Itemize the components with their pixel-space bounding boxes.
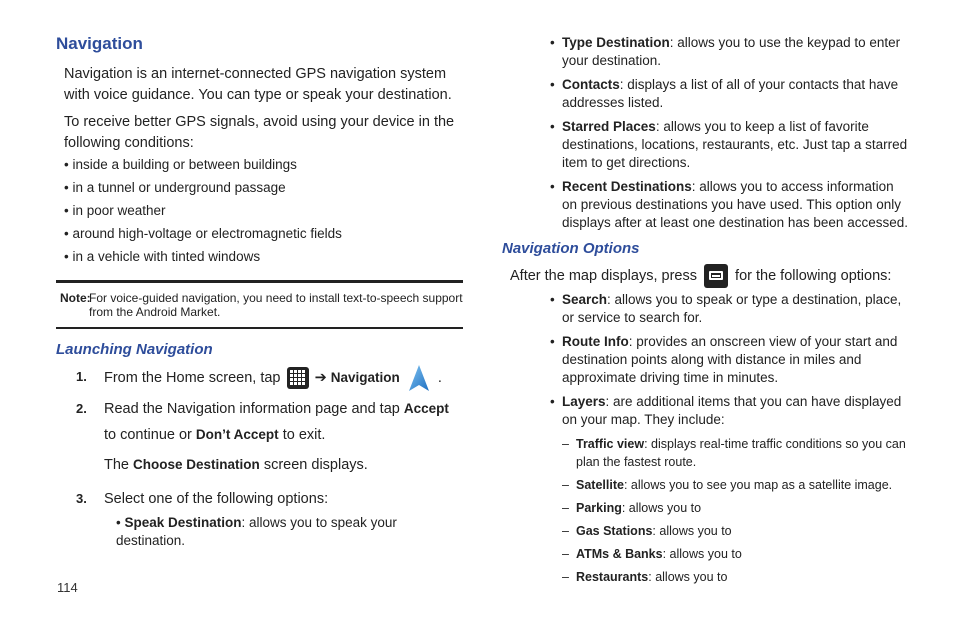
bullet: •: [116, 515, 121, 530]
option-desc: : provides an onscreen view of your start and destination points along with distance in miles and approximate driving time in minutes.: [562, 334, 898, 385]
dont-accept-label: Don’t Accept: [195, 427, 279, 442]
choose-destination-label: Choose Destination: [133, 457, 260, 472]
step-3: [76, 486, 464, 512]
accept-label: Accept: [403, 401, 449, 416]
step-text: Select one of the following options:: [104, 491, 329, 507]
option-name: Layers: [562, 394, 606, 409]
arrow-glyph: ➔: [314, 369, 327, 386]
list-item: • in poor weather: [64, 203, 166, 218]
list-item: – ATMs & Banks: allows you to: [562, 547, 742, 561]
option-desc: : displays a list of all of your contacts that have addresses listed.: [562, 77, 899, 110]
option-desc: : allows you to keep a list of favorite destinations, locations, restaurants, etc. Just tap a starred item to get directions.: [562, 119, 908, 170]
destination-options-list: [550, 34, 912, 232]
list-item: – Parking: allows you to: [562, 501, 702, 515]
list-item: – Traffic view: displays real-time traffic conditions so you can plan the fastest route.: [562, 437, 906, 469]
layer-desc: : allows you to: [648, 570, 728, 584]
list-item: • in a tunnel or underground passage: [64, 180, 286, 195]
list-item: [116, 514, 464, 550]
list-item: • Type Destination: allows you to use the keypad to enter your destination.: [550, 35, 901, 68]
list-item: • around high-voltage or electromagnetic fields: [64, 226, 342, 241]
option-desc: : are additional items that you can have displayed on your map. They include:: [562, 394, 902, 427]
layers-list: [562, 435, 912, 586]
option-name: Search: [562, 292, 608, 307]
option-desc: : allows you to speak or type a destination, place, or service to search for.: [562, 292, 902, 325]
section-heading-navigation-options: Navigation Options: [502, 240, 640, 257]
list-item: • inside a building or between buildings: [64, 157, 297, 172]
layer-name: Restaurants: [576, 570, 649, 584]
list-item: • Contacts: displays a list of all of your contacts that have addresses listed.: [550, 77, 899, 110]
option-name: Speak Destination: [124, 515, 242, 530]
layer-desc: : displays real-time traffic conditions so you can plan the fastest route.: [576, 437, 906, 469]
note-box: [56, 280, 463, 329]
layer-name: Parking: [576, 501, 622, 515]
option-name: Type Destination: [562, 35, 670, 50]
step-2: [76, 396, 464, 448]
menu-key-icon: [704, 264, 728, 288]
step-number: 1.: [76, 369, 87, 384]
step-text: to exit.: [282, 427, 326, 443]
step-text: Read the Navigation information page and tap: [104, 401, 400, 417]
step-1: [76, 364, 464, 392]
layer-name: Satellite: [576, 478, 624, 492]
layer-name: Traffic view: [576, 437, 645, 451]
layer-desc: : allows you to: [652, 524, 732, 538]
list-item: • Search: allows you to speak or type a destination, place, or service to search for.: [550, 292, 902, 325]
step-text: to continue or: [104, 427, 192, 443]
note-text: For voice-guided navigation, you need to install text-to-speech support from the Android Market.: [89, 291, 463, 319]
intro-paragraph: To receive better GPS signals, avoid using your device in the following conditions:: [64, 114, 455, 151]
step-text: screen displays.: [263, 457, 368, 473]
page-title: Navigation: [56, 34, 143, 53]
option-name: Starred Places: [562, 119, 656, 134]
list-item: • Starred Places: allows you to keep a list of favorite destinations, locations, restaurants, etc. Just tap a starred item to get directions.: [550, 119, 908, 170]
layer-name: Gas Stations: [576, 524, 653, 538]
section-heading-launching: Launching Navigation: [56, 341, 213, 358]
layer-name: ATMs & Banks: [576, 547, 663, 561]
step-text: .: [437, 369, 442, 386]
list-item: – Restaurants: allows you to: [562, 570, 728, 584]
intro-paragraph: Navigation is an internet-connected GPS navigation system with voice guidance. You can type or speak your destination.: [64, 66, 452, 103]
step-number: 3.: [76, 491, 87, 506]
navigation-options-list: [550, 291, 912, 429]
intro-text: for the following options:: [735, 268, 892, 284]
option-desc: : allows you to access information on previous destinations you have used. This option only displays after at least one destination has been accessed.: [562, 179, 908, 230]
note-label: Note:: [60, 291, 91, 305]
screen-note: [76, 452, 464, 478]
option-name: Recent Destinations: [562, 179, 692, 194]
list-item: • Recent Destinations: allows you to access information on previous destinations you have used. This option only displays after at least one destination has been accessed.: [550, 179, 908, 230]
intro-text: After the map displays, press: [510, 268, 697, 284]
step-text: The: [104, 457, 129, 473]
layer-desc: : allows you to see you map as a satellite image.: [623, 478, 893, 492]
list-item: – Gas Stations: allows you to: [562, 524, 732, 538]
right-column: [502, 34, 912, 591]
step-text: From the Home screen, tap: [104, 369, 281, 386]
layer-desc: : allows you to: [662, 547, 742, 561]
list-item: • in a vehicle with tinted windows: [64, 249, 261, 264]
list-item: • Route Info: provides an onscreen view of your start and destination points along with distance in miles and approximate driving time in minutes.: [550, 334, 898, 385]
list-item: • Layers: are additional items that you can have displayed on your map. They include:: [550, 394, 902, 427]
left-column: [56, 34, 464, 550]
page-number: 114: [57, 580, 78, 595]
option-name: Contacts: [562, 77, 620, 92]
option-desc: : allows you to use the keypad to enter your destination.: [562, 35, 901, 68]
list-item: – Satellite: allows you to see you map as a satellite image.: [562, 478, 893, 492]
options-intro: [510, 263, 912, 289]
option-desc: : allows you to speak your destination.: [116, 515, 397, 548]
step-number: 2.: [76, 401, 87, 416]
apps-grid-icon: [287, 367, 309, 389]
layer-desc: : allows you to: [621, 501, 702, 515]
navigation-app-name: Navigation: [330, 369, 400, 385]
option-name: Route Info: [562, 334, 629, 349]
navigation-arrow-icon: [408, 364, 430, 392]
